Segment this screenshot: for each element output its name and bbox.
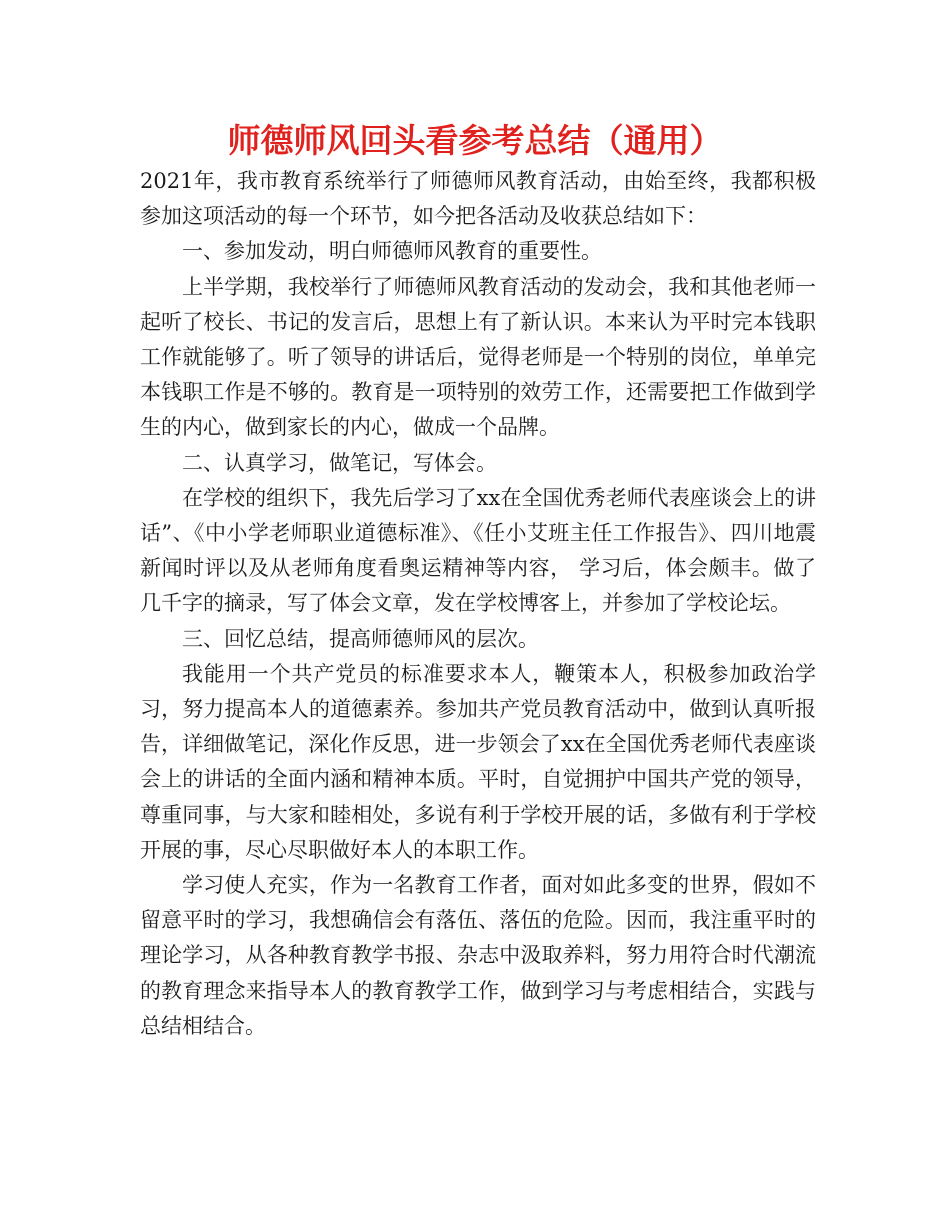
section-heading-1: 一、参加发动，明白师德师风教育的重要性。 [182, 239, 602, 264]
paragraph-section-2: 在学校的组织下，我先后学习了xx在全国优秀老师代表座谈会上的讲话”、《中小学老师职业道德标准》、《任小艾班主任工作报告》、四川地震新闻时评以及从老师角度看奥运精神等内容， 学习后，体会颇丰。做了几千字的摘录，写了体会文章，发在学校博客上，并参加了学校论坛。 [140, 485, 816, 616]
paragraph-intro: 2021年，我市教育系统举行了师德师风教育活动，由始至终，我都积极参加这项活动的每一个环节，如今把各活动及收获总结如下： [140, 169, 816, 229]
paragraph-section-1: 上半学期，我校举行了师德师风教育活动的发动会，我和其他老师一起听了校长、书记的发言后，思想上有了新认识。本来认为平时完本钱职工作就能够了。听了领导的讲话后，觉得老师是一个特别的岗位，单单完本钱职工作是不够的。教育是一项特别的效劳工作，还需要把工作做到学生的内心，做到家长的内心，做成一个品牌。 [140, 274, 816, 440]
section-heading-2: 二、认真学习，做笔记，写体会。 [182, 450, 497, 475]
document-body [140, 164, 816, 1044]
document-title: 师德师风回头看参考总结（通用） [227, 121, 723, 160]
paragraph-section-3: 我能用一个共产党员的标准要求本人，鞭策本人，积极参加政治学习，努力提高本人的道德素养。参加共产党员教育活动中，做到认真听报告，详细做笔记，深化作反思，进一步领会了xx在全国优秀老师代表座谈会上的讲话的全面内涵和精神本质。平时，自觉拥护中国共产党的领导，尊重同事，与大家和睦相处，多说有利于学校开展的话，多做有利于学校开展的事，尽心尽职做好本人的本职工作。 [140, 661, 816, 862]
section-heading-3: 三、回忆总结，提高师德师风的层次。 [182, 626, 539, 651]
paragraph-section-3-continued: 学习使人充实，作为一名教育工作者，面对如此多变的世界，假如不留意平时的学习，我想确信会有落伍、落伍的危险。因而，我注重平时的理论学习，从各种教育教学书报、杂志中汲取养料，努力用符合时代潮流的教育理念来指导本人的教育教学工作，做到学习与考虑相结合，实践与总结相结合。 [140, 873, 816, 1038]
